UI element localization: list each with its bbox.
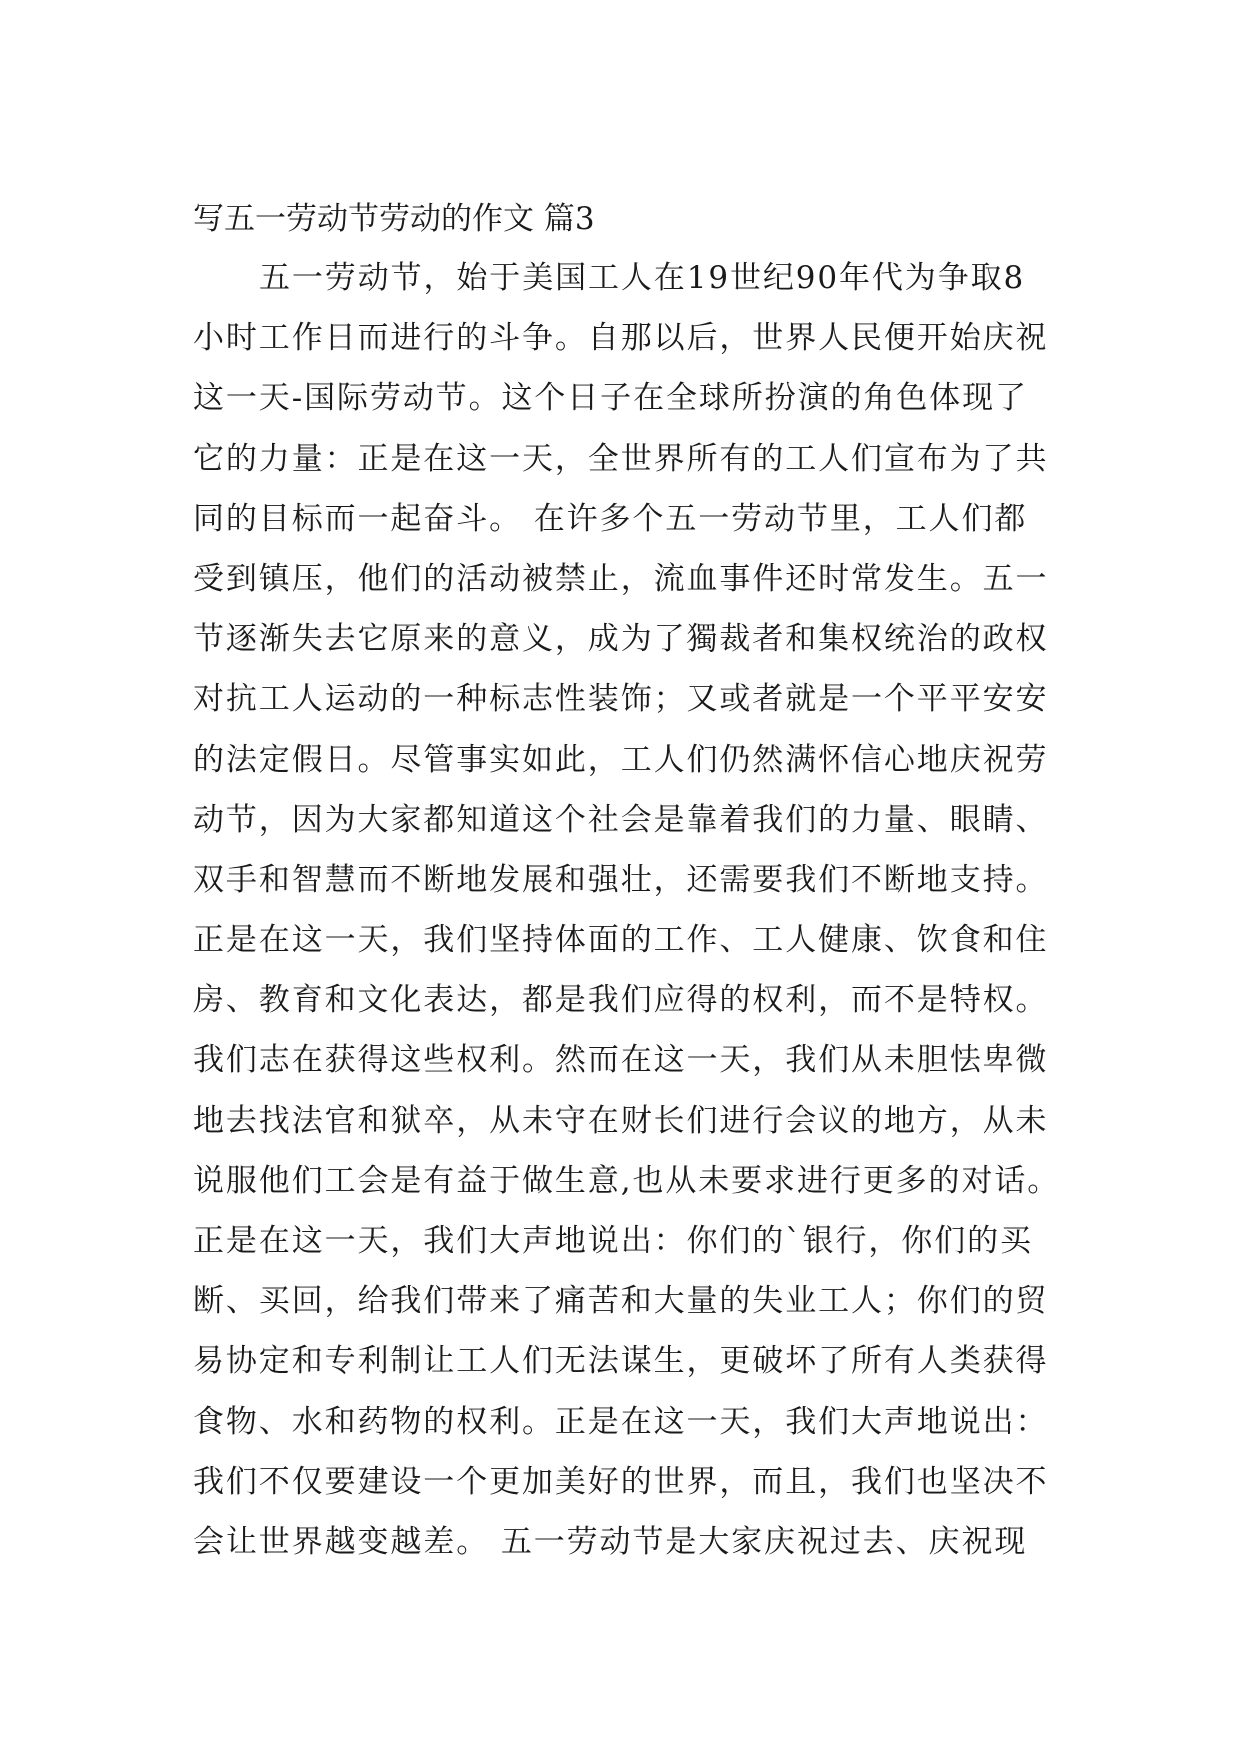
paragraph-line: 双手和智慧而不断地发展和强壮，还需要我们不断地支持。 <box>193 861 1049 898</box>
paragraph-line: 受到镇压，他们的活动被禁止，流血事件还时常发生。五一 <box>193 560 1049 597</box>
paragraph-line: 断、买回，给我们带来了痛苦和大量的失业工人；你们的贸 <box>193 1283 1049 1320</box>
paragraph-line: 我们志在获得这些权利。然而在这一天，我们从未胆怯卑微 <box>193 1042 1049 1079</box>
document-title: 写五一劳动节劳动的作文 篇3 <box>193 201 595 237</box>
paragraph-line: 我们不仅要建设一个更加美好的世界，而且，我们也坚决不 <box>193 1463 1049 1500</box>
paragraph-line: 易协定和专利制让工人们无法谋生，更破坏了所有人类获得 <box>193 1343 1049 1380</box>
paragraph-line: 小时工作日而进行的斗争。自那以后，世界人民便开始庆祝 <box>193 320 1049 357</box>
document-body <box>193 190 1061 1572</box>
paragraph-line: 节逐渐失去它原来的意义，成为了獨裁者和集权统治的政权 <box>193 621 1049 658</box>
paragraph-line: 动节，因为大家都知道这个社会是靠着我们的力量、眼睛、 <box>193 801 1049 838</box>
paragraph-line: 五一劳动节，始于美国工人在19世纪90年代为争取8 <box>259 260 1026 296</box>
paragraph-line: 正是在这一天，我们大声地说出：你们的`银行，你们的买 <box>193 1223 1033 1259</box>
paragraph-line: 说服他们工会是有益于做生意,也从未要求进行更多的对话。 <box>193 1162 1061 1199</box>
paragraph-line: 同的目标而一起奋斗。 在许多个五一劳动节里，工人们都 <box>193 500 1028 537</box>
paragraph-line: 的法定假日。尽管事实如此，工人们仍然满怀信心地庆祝劳 <box>193 741 1049 778</box>
paragraph-line: 对抗工人运动的一种标志性装饰；又或者就是一个平平安安 <box>193 681 1049 718</box>
paragraph-line: 这一天-国际劳动节。这个日子在全球所扮演的角色体现了 <box>193 380 1028 417</box>
paragraph-line: 会让世界越变越差。 五一劳动节是大家庆祝过去、庆祝现 <box>193 1523 1028 1560</box>
paragraph-line: 正是在这一天，我们坚持体面的工作、工人健康、饮食和住 <box>193 922 1049 959</box>
paragraph-line: 它的力量：正是在这一天，全世界所有的工人们宣布为了共 <box>193 440 1049 477</box>
paragraph-line: 地去找法官和狱卒，从未守在财长们进行会议的地方，从未 <box>193 1102 1049 1139</box>
paragraph-line: 房、教育和文化表达，都是我们应得的权利，而不是特权。 <box>193 982 1049 1019</box>
paragraph-line: 食物、水和药物的权利。正是在这一天，我们大声地说出： <box>193 1403 1049 1440</box>
